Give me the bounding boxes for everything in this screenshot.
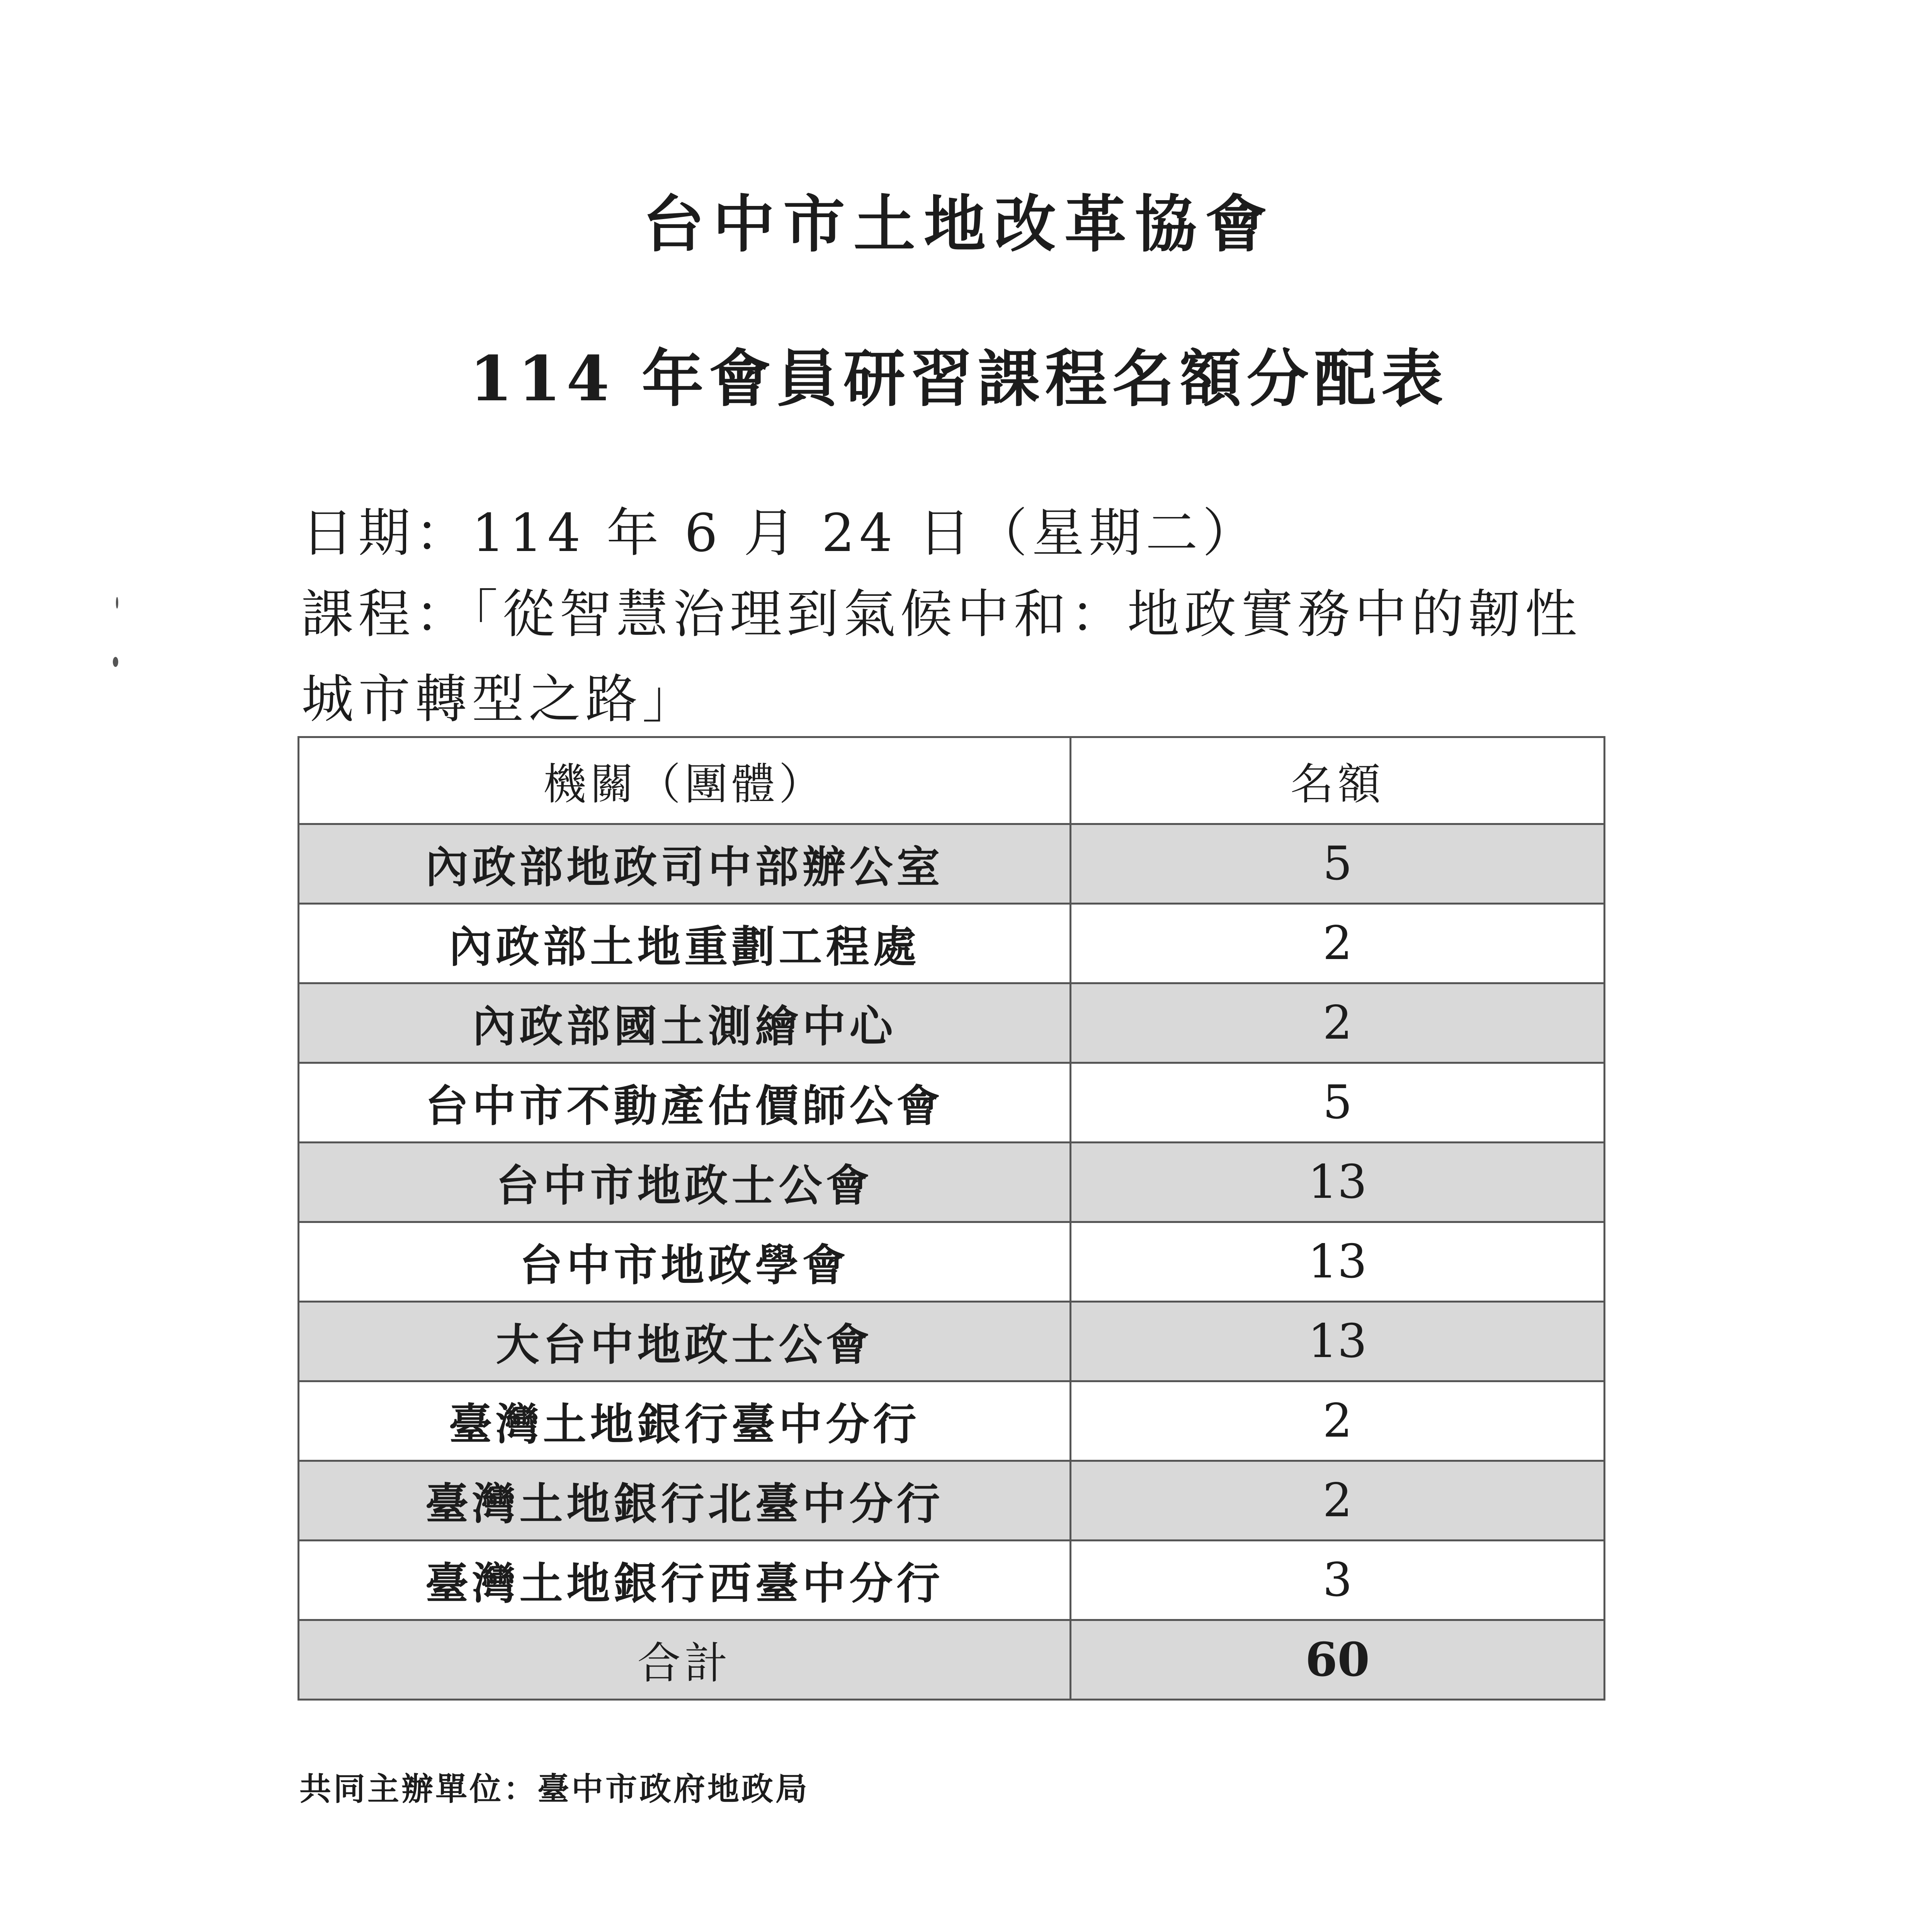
table-row xyxy=(299,824,1605,904)
quota-cell: 13 xyxy=(1071,1143,1605,1222)
total-quota: 60 xyxy=(1071,1620,1605,1700)
date-line: 日期：114 年 6 月 24 日（星期二） xyxy=(301,503,1259,563)
header-organization: 機關（團體） xyxy=(299,737,1071,824)
quota-cell: 13 xyxy=(1071,1302,1605,1381)
table-row xyxy=(299,1222,1605,1302)
page-title: 台中市土地改革協會 xyxy=(642,188,1275,260)
org-cell: 台中市不動產估價師公會 xyxy=(299,1063,1071,1143)
quota-cell: 2 xyxy=(1071,983,1605,1063)
org-cell: 臺灣土地銀行北臺中分行 xyxy=(299,1461,1071,1541)
table-row xyxy=(299,904,1605,983)
org-cell: 臺灣土地銀行西臺中分行 xyxy=(299,1541,1071,1620)
org-cell: 內政部地政司中部辦公室 xyxy=(299,824,1071,904)
org-cell: 臺灣土地銀行臺中分行 xyxy=(299,1381,1071,1461)
quota-cell: 2 xyxy=(1071,904,1605,983)
org-cell: 大台中地政士公會 xyxy=(299,1302,1071,1381)
table-row xyxy=(299,1143,1605,1222)
table-header-row xyxy=(299,737,1605,824)
quota-cell: 5 xyxy=(1071,1063,1605,1143)
quota-cell: 13 xyxy=(1071,1222,1605,1302)
table-row xyxy=(299,1381,1605,1461)
header-quota: 名額 xyxy=(1071,737,1605,824)
table-row xyxy=(299,983,1605,1063)
course-line-2: 城市轉型之路」 xyxy=(301,669,699,730)
quota-cell: 5 xyxy=(1071,824,1605,904)
table-row xyxy=(299,1541,1605,1620)
table-row xyxy=(299,1461,1605,1541)
quota-cell: 3 xyxy=(1071,1541,1605,1620)
quota-cell: 2 xyxy=(1071,1381,1605,1461)
course-line-1: 課程：「從智慧治理到氣候中和：地政實務中的韌性 xyxy=(301,584,1582,645)
quota-cell: 2 xyxy=(1071,1461,1605,1541)
scan-speck xyxy=(116,597,118,609)
total-label: 合計 xyxy=(299,1620,1071,1700)
table-row xyxy=(299,1302,1605,1381)
table-row xyxy=(299,1063,1605,1143)
page-subtitle: 114 年會員研習課程名額分配表 xyxy=(469,342,1449,415)
co-host-note: 共同主辦單位：臺中市政府地政局 xyxy=(299,1770,810,1808)
org-cell: 台中市地政學會 xyxy=(299,1222,1071,1302)
quota-table xyxy=(298,736,1605,1701)
scan-speck xyxy=(113,657,118,667)
org-cell: 台中市地政士公會 xyxy=(299,1143,1071,1222)
org-cell: 內政部土地重劃工程處 xyxy=(299,904,1071,983)
org-cell: 內政部國土測繪中心 xyxy=(299,983,1071,1063)
total-row xyxy=(299,1620,1605,1700)
